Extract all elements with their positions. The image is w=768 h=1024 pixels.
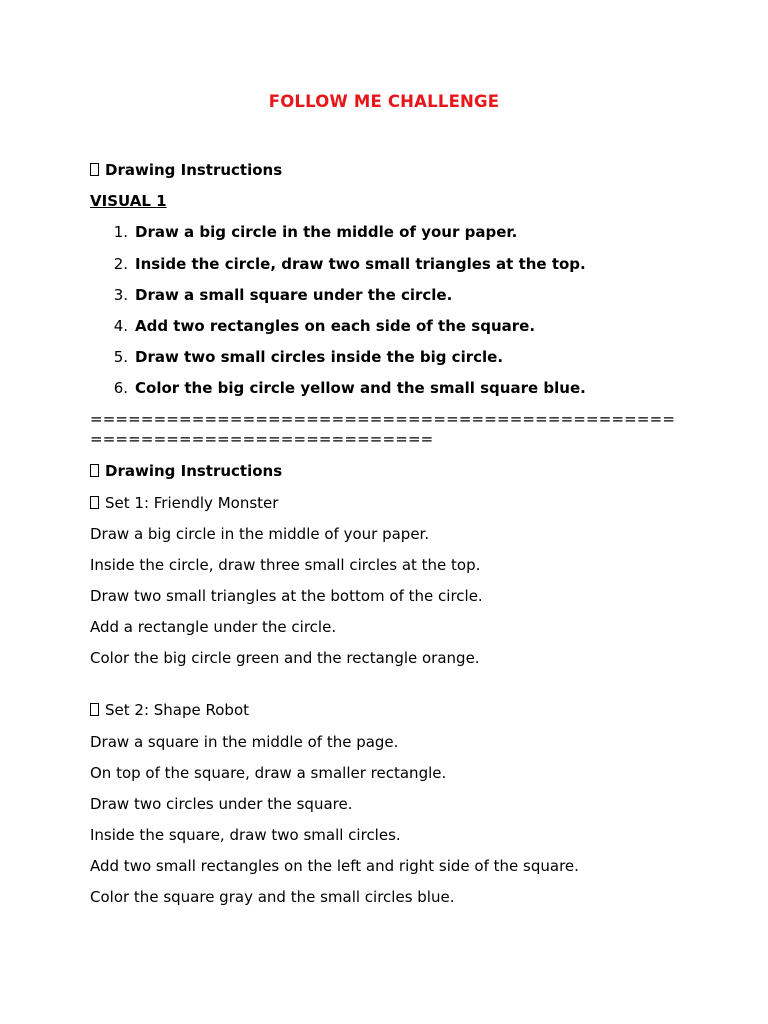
missing-glyph-icon xyxy=(90,464,99,477)
section1-heading-text: Drawing Instructions xyxy=(105,161,283,179)
set2-line: On top of the square, draw a smaller rectangle. xyxy=(90,764,447,782)
set1-line: Inside the circle, draw three small circles at the top. xyxy=(90,556,481,574)
set2-line: Draw two circles under the square. xyxy=(90,795,353,813)
section1-heading xyxy=(90,160,282,180)
set2-label-text: Set 2: Shape Robot xyxy=(105,701,250,719)
set1-line: Draw a big circle in the middle of your paper. xyxy=(90,525,430,543)
set1-line: Color the big circle green and the rectangle orange. xyxy=(90,649,480,667)
set2-line: Inside the square, draw two small circles. xyxy=(90,826,401,844)
separator-line: ========================================================================= xyxy=(90,410,676,448)
list-item xyxy=(90,222,517,242)
list-item xyxy=(90,254,586,274)
list-item-number: 6. xyxy=(113,379,128,397)
list-item-text: Draw a small square under the circle. xyxy=(135,286,453,304)
missing-glyph-icon xyxy=(90,496,99,509)
list-item-number: 3. xyxy=(113,286,128,304)
missing-glyph-icon xyxy=(90,703,99,716)
set1-line: Draw two small triangles at the bottom of the circle. xyxy=(90,587,483,605)
list-item-number: 5. xyxy=(113,348,128,366)
list-item-text: Draw a big circle in the middle of your paper. xyxy=(135,223,518,241)
list-item xyxy=(90,285,452,305)
page-title: FOLLOW ME CHALLENGE xyxy=(268,92,500,111)
list-item-text: Color the big circle yellow and the small square blue. xyxy=(135,379,586,397)
visual-label: VISUAL 1 xyxy=(90,192,167,210)
section2-heading-text: Drawing Instructions xyxy=(105,462,283,480)
list-item xyxy=(90,316,535,336)
list-item xyxy=(90,347,503,367)
list-item-text: Inside the circle, draw two small triangles at the top. xyxy=(135,255,586,273)
set2-line: Color the square gray and the small circles blue. xyxy=(90,888,455,906)
list-item-text: Add two rectangles on each side of the square. xyxy=(135,317,536,335)
set1-label xyxy=(90,493,278,513)
list-item-number: 4. xyxy=(113,317,128,335)
set1-line: Add a rectangle under the circle. xyxy=(90,618,337,636)
set1-label-text: Set 1: Friendly Monster xyxy=(105,494,279,512)
section2-heading xyxy=(90,461,282,481)
list-item-number: 1. xyxy=(113,223,128,241)
set2-line: Draw a square in the middle of the page. xyxy=(90,733,399,751)
list-item-text: Draw two small circles inside the big circle. xyxy=(135,348,504,366)
set2-line: Add two small rectangles on the left and right side of the square. xyxy=(90,857,579,875)
set2-label xyxy=(90,700,249,720)
list-item xyxy=(90,378,586,398)
list-item-number: 2. xyxy=(113,255,128,273)
missing-glyph-icon xyxy=(90,163,99,176)
